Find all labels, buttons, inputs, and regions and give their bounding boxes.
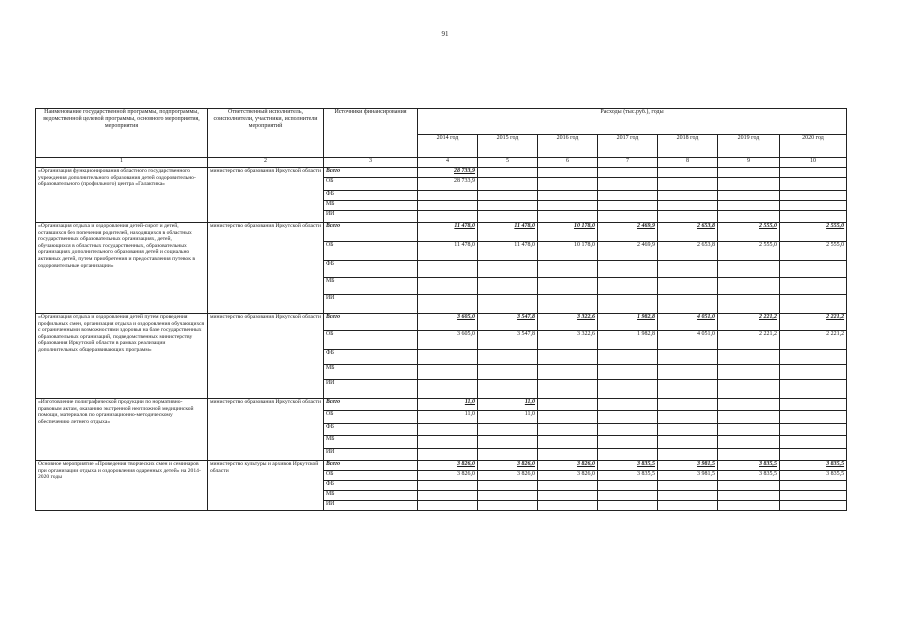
expense-value	[418, 365, 478, 380]
expense-value	[658, 436, 718, 449]
expense-value	[780, 211, 847, 223]
expense-value: 3 322,6	[538, 314, 598, 331]
funding-source: Всего	[324, 223, 418, 242]
expense-value	[718, 380, 780, 399]
funding-source: Всего	[324, 168, 418, 178]
expense-value	[718, 201, 780, 211]
funding-source: Всего	[324, 399, 418, 411]
measure-name: «Организация отдыха и оздоровления детей путем проведения профильных смен, организация отдыха и оздоровления обучающихся с ограниченными возможностями здоровья на базе государственных образовательных организаций, подведомственных министерству образования Иркутской области в рамках реализации дополнительных общеразвивающих программ»	[36, 314, 208, 399]
column-number: 8	[658, 158, 718, 168]
expense-value: 3 826,0	[478, 461, 538, 471]
expense-value	[418, 201, 478, 211]
expense-value	[658, 449, 718, 461]
expense-value	[418, 424, 478, 436]
expense-value	[718, 481, 780, 491]
expense-value	[598, 365, 658, 380]
funding-source: ОБ	[324, 331, 418, 350]
expense-value: 28 733,9	[418, 178, 478, 191]
funding-source: Всего	[324, 461, 418, 471]
expense-value: 2 221,2	[718, 331, 780, 350]
expense-value	[598, 178, 658, 191]
expense-value	[598, 350, 658, 365]
expense-value	[658, 201, 718, 211]
column-number: 1	[36, 158, 208, 168]
expense-value	[598, 278, 658, 295]
expense-value: 3 835,5	[780, 471, 847, 481]
funding-source: МБ	[324, 365, 418, 380]
expense-value	[478, 365, 538, 380]
expense-value: 3 547,8	[478, 331, 538, 350]
expense-value	[538, 365, 598, 380]
funding-source: ФБ	[324, 191, 418, 201]
expense-value	[718, 295, 780, 314]
expense-value: 3 981,5	[658, 461, 718, 471]
expense-value: 1 982,8	[598, 314, 658, 331]
expense-value	[658, 211, 718, 223]
expense-value	[718, 491, 780, 501]
header-source-col: Источники финансирования	[324, 109, 418, 158]
expense-value	[780, 365, 847, 380]
expense-value	[598, 436, 658, 449]
expense-value: 3 322,6	[538, 331, 598, 350]
expense-value	[538, 399, 598, 411]
expense-value	[598, 380, 658, 399]
expense-value	[658, 295, 718, 314]
expense-value	[538, 168, 598, 178]
expense-value: 3 605,0	[418, 314, 478, 331]
expense-value	[418, 261, 478, 278]
expense-value: 11,0	[418, 411, 478, 424]
expense-value	[718, 424, 780, 436]
expense-value	[418, 481, 478, 491]
expense-value	[780, 481, 847, 491]
expense-value	[718, 501, 780, 511]
expense-value	[538, 350, 598, 365]
expense-value	[658, 191, 718, 201]
funding-source: ФБ	[324, 261, 418, 278]
expense-value	[418, 211, 478, 223]
expense-value: 4 051,0	[658, 331, 718, 350]
expense-value: 3 835,5	[598, 461, 658, 471]
expense-value: 11 478,0	[418, 223, 478, 242]
expense-value	[780, 350, 847, 365]
funding-source: ОБ	[324, 471, 418, 481]
funding-source: МБ	[324, 491, 418, 501]
header-year: 2015 год	[478, 135, 538, 158]
column-number: 10	[780, 158, 847, 168]
expense-value	[418, 380, 478, 399]
expense-value	[538, 295, 598, 314]
expense-value	[780, 380, 847, 399]
funding-source: МБ	[324, 436, 418, 449]
expense-value: 3 835,5	[718, 461, 780, 471]
expense-value	[780, 295, 847, 314]
expense-value	[658, 399, 718, 411]
expense-value	[658, 491, 718, 501]
header-year: 2016 год	[538, 135, 598, 158]
expense-value: 2 469,9	[598, 223, 658, 242]
expense-value	[718, 350, 780, 365]
expense-value	[598, 481, 658, 491]
table-row	[36, 223, 847, 242]
expense-value	[658, 178, 718, 191]
funding-source: ИИ	[324, 449, 418, 461]
measure-name: «Изготовление полиграфической продукции по нормативно-правовым актам, оказанию экстренной неотложной медицинской помощи, материалов по организационно-методическому обеспечению летнего отдыха»	[36, 399, 208, 461]
expense-value	[538, 191, 598, 201]
header-year: 2018 год	[658, 135, 718, 158]
expense-value: 3 826,0	[418, 461, 478, 471]
funding-source: ФБ	[324, 350, 418, 365]
expense-value	[538, 491, 598, 501]
table-row	[36, 168, 847, 178]
funding-source: МБ	[324, 201, 418, 211]
expense-value	[598, 491, 658, 501]
expense-value	[718, 436, 780, 449]
funding-source: ИИ	[324, 380, 418, 399]
column-number: 5	[478, 158, 538, 168]
expense-value	[418, 501, 478, 511]
expense-value	[780, 449, 847, 461]
expense-value	[538, 211, 598, 223]
expense-value	[780, 436, 847, 449]
header-year: 2020 год	[780, 135, 847, 158]
expenses-table	[35, 108, 847, 511]
expense-value	[598, 201, 658, 211]
expense-value	[538, 380, 598, 399]
expense-value: 2 555,0	[718, 223, 780, 242]
header-name-col: Наименование государственной программы, подпрограммы, ведомственной целевой программы, основного мероприятия, мероприятия	[36, 109, 208, 158]
expense-value: 3 835,5	[598, 471, 658, 481]
expense-value	[538, 436, 598, 449]
expense-value	[598, 424, 658, 436]
expense-value: 11,0	[478, 411, 538, 424]
expense-value: 2 469,9	[598, 242, 658, 261]
header-year: 2017 год	[598, 135, 658, 158]
expense-value	[598, 168, 658, 178]
expense-value: 3 835,5	[780, 461, 847, 471]
expense-value	[780, 191, 847, 201]
funding-source: ИИ	[324, 295, 418, 314]
header-year: 2014 год	[418, 135, 478, 158]
measure-executor: министерство культуры и архивов Иркутской области	[208, 461, 324, 511]
measure-name: Основное мероприятие «Проведения творческих смен и семинаров при организации отдыха и оздоровления одаренных детей» на 2014-2020 годы	[36, 461, 208, 511]
expense-value	[598, 211, 658, 223]
expense-value: 3 981,5	[658, 471, 718, 481]
expense-value	[780, 278, 847, 295]
expense-value	[598, 449, 658, 461]
expense-value	[658, 168, 718, 178]
expense-value	[780, 411, 847, 424]
expense-value	[780, 424, 847, 436]
expense-value: 2 221,2	[780, 331, 847, 350]
expense-value	[718, 211, 780, 223]
expense-value	[418, 191, 478, 201]
expense-value	[538, 449, 598, 461]
measure-name: «Организация отдыха и оздоровления детей-сирот и детей, оставшихся без попечения родителей, находящихся в областных государственных образовательных организациях, детей, обучающихся в областных государственных, образовательных организациях дополнительного образования детей и социально активных детей, путем приобретения и предоставления путевок в оздоровительные организации»	[36, 223, 208, 314]
expense-value	[538, 278, 598, 295]
column-number: 3	[324, 158, 418, 168]
funding-source: ФБ	[324, 481, 418, 491]
expense-value	[478, 261, 538, 278]
table-row	[36, 461, 847, 471]
expense-value	[478, 201, 538, 211]
expense-value: 2 555,0	[718, 242, 780, 261]
expense-value	[418, 295, 478, 314]
column-number: 6	[538, 158, 598, 168]
expense-value	[780, 491, 847, 501]
expense-value	[718, 411, 780, 424]
expense-value	[478, 191, 538, 201]
expense-value: 28 733,9	[418, 168, 478, 178]
column-number: 2	[208, 158, 324, 168]
funding-source: МБ	[324, 278, 418, 295]
expense-value: 3 547,8	[478, 314, 538, 331]
header-expenses-col: Расходы (тыс.руб.), годы	[418, 109, 847, 135]
expense-value: 3 826,0	[538, 461, 598, 471]
expense-value	[478, 501, 538, 511]
measure-executor: министерство образования Иркутской области	[208, 223, 324, 314]
expense-value: 2 653,8	[658, 223, 718, 242]
funding-source: ОБ	[324, 242, 418, 261]
expense-value: 3 826,0	[478, 471, 538, 481]
expense-value	[658, 501, 718, 511]
expense-value	[718, 178, 780, 191]
expense-value	[478, 449, 538, 461]
expense-value	[418, 436, 478, 449]
expense-value: 2 221,2	[780, 314, 847, 331]
expense-value	[718, 278, 780, 295]
expense-value: 11,0	[418, 399, 478, 411]
funding-source: ОБ	[324, 178, 418, 191]
expense-value	[538, 201, 598, 211]
expense-value	[658, 424, 718, 436]
expense-value: 1 982,8	[598, 331, 658, 350]
expense-value: 2 221,2	[718, 314, 780, 331]
measure-name: «Организация функционирования областного государственного учреждения дополнительного образования детей оздоровительно-образовательного (профильного) центра «Галактика»	[36, 168, 208, 223]
expense-value	[658, 380, 718, 399]
expense-value	[598, 261, 658, 278]
table-row	[36, 314, 847, 331]
expense-value	[658, 350, 718, 365]
expense-value: 10 178,0	[538, 223, 598, 242]
expense-value: 11 478,0	[478, 242, 538, 261]
funding-source: ИИ	[324, 501, 418, 511]
expense-value	[598, 295, 658, 314]
expense-value	[538, 178, 598, 191]
expense-value	[478, 436, 538, 449]
expense-value	[478, 295, 538, 314]
expense-value: 11,0	[478, 399, 538, 411]
expense-value: 2 555,0	[780, 242, 847, 261]
funding-source: ИИ	[324, 211, 418, 223]
expense-value	[780, 178, 847, 191]
expense-value: 2 555,0	[780, 223, 847, 242]
expense-value	[598, 191, 658, 201]
expense-value	[478, 211, 538, 223]
expense-value	[658, 261, 718, 278]
expense-value	[478, 178, 538, 191]
column-number: 4	[418, 158, 478, 168]
expense-value	[478, 278, 538, 295]
expense-value	[718, 365, 780, 380]
expense-value	[478, 424, 538, 436]
expense-value	[538, 424, 598, 436]
expense-value	[718, 191, 780, 201]
column-number: 9	[718, 158, 780, 168]
expense-value	[658, 278, 718, 295]
expense-value	[538, 261, 598, 278]
expense-value: 3 826,0	[418, 471, 478, 481]
expense-value	[538, 501, 598, 511]
funding-source: ФБ	[324, 424, 418, 436]
expense-value	[718, 449, 780, 461]
header-year: 2019 год	[718, 135, 780, 158]
expense-value	[598, 501, 658, 511]
expense-value	[418, 350, 478, 365]
expense-value: 11 478,0	[418, 242, 478, 261]
expense-value	[658, 481, 718, 491]
measure-executor: министерство образования Иркутской области	[208, 399, 324, 461]
expense-value: 3 826,0	[538, 471, 598, 481]
page-number: 91	[441, 30, 449, 38]
expense-value	[418, 449, 478, 461]
funding-source: Всего	[324, 314, 418, 331]
expense-value	[780, 201, 847, 211]
expense-value: 2 653,8	[658, 242, 718, 261]
expense-value	[418, 491, 478, 501]
expense-value	[598, 411, 658, 424]
expense-value: 3 605,0	[418, 331, 478, 350]
expense-value	[598, 399, 658, 411]
measure-executor: министерство образования Иркутской области	[208, 314, 324, 399]
expense-value	[538, 481, 598, 491]
expense-value	[658, 411, 718, 424]
expense-value	[718, 261, 780, 278]
header-executor-col: Ответственный исполнитель, соисполнители, участники, исполнители мероприятий	[208, 109, 324, 158]
expense-value	[478, 350, 538, 365]
measure-executor: министерство образования Иркутской области	[208, 168, 324, 223]
funding-source: ОБ	[324, 411, 418, 424]
expense-value: 10 178,0	[538, 242, 598, 261]
expense-value	[478, 168, 538, 178]
expense-value	[780, 501, 847, 511]
expense-value	[780, 261, 847, 278]
expense-value	[478, 491, 538, 501]
expense-value	[418, 278, 478, 295]
expense-value	[478, 481, 538, 491]
expense-value	[538, 411, 598, 424]
expense-value	[718, 168, 780, 178]
expense-value: 11 478,0	[478, 223, 538, 242]
expense-value	[718, 399, 780, 411]
expense-value: 4 051,0	[658, 314, 718, 331]
column-number: 7	[598, 158, 658, 168]
expense-value	[780, 168, 847, 178]
expense-value	[658, 365, 718, 380]
expense-value	[780, 399, 847, 411]
table-row	[36, 399, 847, 411]
expense-value	[478, 380, 538, 399]
expense-value: 3 835,5	[718, 471, 780, 481]
